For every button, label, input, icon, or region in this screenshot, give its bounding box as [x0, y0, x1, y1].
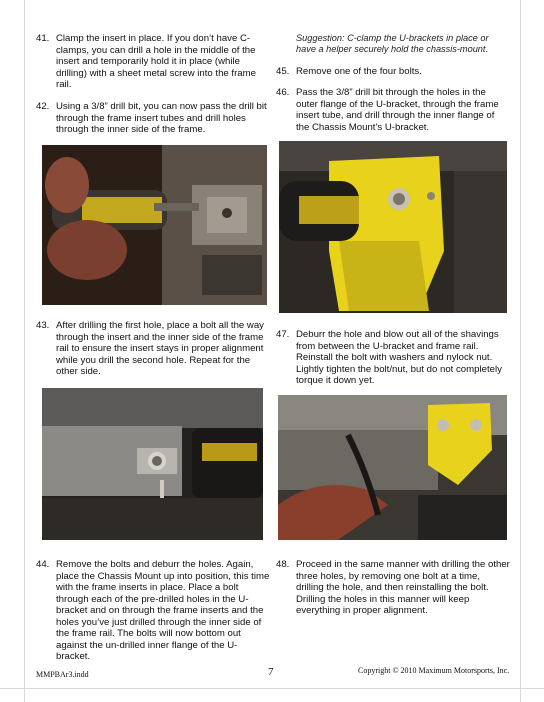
step-text: After drilling the first hole, place a bolt all the way through the insert and the inner side of the frame rail to ensure the insert stays in proper alignment while you drill the second hole. Repeat for the other side.	[56, 320, 264, 377]
step-text: Proceed in the same manner with drilling the other three holes, by removing one bolt at a time, drilling the hole, and then reinstalling the bolt. Drilling the holes in this manner will keep everything in proper alignment.	[296, 559, 510, 616]
step-number: 42.	[36, 101, 50, 112]
footer-divider	[0, 688, 544, 689]
step-44	[36, 559, 270, 663]
step-45	[276, 66, 510, 78]
footer-filename: MMPBAr3.indd	[36, 670, 89, 679]
page-border-left	[24, 0, 25, 702]
step-text: Using a 3/8” drill bit, you can now pass the drill bit through the frame insert tubes and drill holes through the inner side of the frame.	[56, 101, 267, 135]
step-number: 44.	[36, 559, 50, 570]
step-number: 41.	[36, 33, 50, 44]
step-48	[276, 559, 510, 617]
photo-bolt-through-insert	[42, 388, 263, 540]
step-number: 46.	[276, 87, 290, 98]
step-number: 48.	[276, 559, 290, 570]
step-number: 43.	[36, 320, 50, 331]
page-number: 7	[268, 666, 274, 678]
step-text: Remove one of the four bolts.	[296, 66, 422, 77]
step-43	[36, 320, 270, 378]
suggestion-note: Suggestion: C-clamp the U-brackets in place or have a helper securely hold the chassis-mount.	[296, 33, 489, 54]
step-text: Deburr the hole and blow out all of the shavings from between the U-bracket and frame rail. Reinstall the bolt with washers and nylock nut. Lightly tighten the bolt/nut, but do not completely torque it down yet.	[296, 329, 502, 386]
footer-copyright: Copyright © 2010 Maximum Motorsports, Inc.	[358, 666, 510, 675]
step-number: 45.	[276, 66, 290, 77]
step-46	[276, 87, 510, 133]
page-border-right	[520, 0, 521, 702]
step-text: Pass the 3/8” drill bit through the holes in the outer flange of the U-bracket, through the frame insert tube, and drill through the inner flange of the Chassis Mount’s U-bracket.	[296, 87, 499, 133]
photo-u-bracket-drilling	[279, 141, 507, 313]
step-41	[36, 33, 270, 91]
photo-drilling-frame-insert	[42, 145, 267, 305]
step-number: 47.	[276, 329, 290, 340]
step-text: Remove the bolts and deburr the holes. Again, place the Chassis Mount up into position, this time with the frame inserts in place. Place a bolt through each of the pre-drilled holes in the U-bracket and on through the frame inserts and the holes you’ve just drilled through the inner side of the frame rail. The bolts will now bottom out against the un-drilled inner flange of the U-bracket.	[56, 559, 270, 662]
step-47	[276, 329, 510, 387]
step-text: Clamp the insert in place. If you don’t have C-clamps, you can drill a hole in the middle of the insert and temporarily hold it in place (while drilling) with a sheet metal screw into the frame rail.	[56, 33, 256, 90]
photo-deburr-and-reinstall	[278, 395, 507, 540]
step-42	[36, 101, 270, 136]
